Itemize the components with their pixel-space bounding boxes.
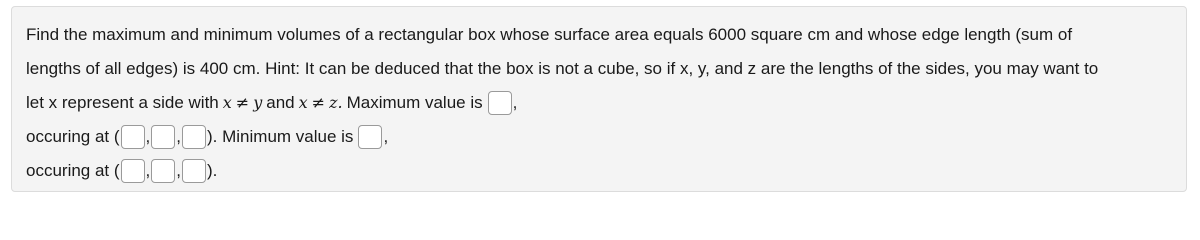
math-x: x xyxy=(298,93,308,112)
minimum-label: ). Minimum value is xyxy=(207,127,354,146)
min-z-input[interactable] xyxy=(182,159,206,183)
problem-text-3: let x represent a side with xyxy=(26,93,219,112)
problem-text-2: lengths of all edges) is 400 cm. Hint: It can be deduced that the box is not a cube, so if x, y, and z are the lengths of the sides, you may want to xyxy=(26,59,1099,78)
minimum-value-input[interactable] xyxy=(358,125,382,149)
max-y-input[interactable] xyxy=(151,125,175,149)
not-equal-symbol: ≠ xyxy=(235,93,250,112)
question-card xyxy=(11,6,1187,192)
problem-line-4 xyxy=(26,120,1172,154)
comma: , xyxy=(145,127,151,146)
closing-paren: ). xyxy=(207,161,218,180)
max-z-input[interactable] xyxy=(182,125,206,149)
min-x-input[interactable] xyxy=(121,159,145,183)
math-z: z. xyxy=(329,93,343,112)
comma: , xyxy=(512,93,518,112)
occurring-label: occuring at ( xyxy=(26,127,120,146)
problem-line-1 xyxy=(26,18,1172,52)
problem-line-5 xyxy=(26,154,1172,188)
math-y: y xyxy=(253,93,263,112)
comma: , xyxy=(383,127,389,146)
and-text: and xyxy=(266,93,295,112)
problem-line-2 xyxy=(26,52,1172,86)
problem-line-3 xyxy=(26,86,1172,120)
min-y-input[interactable] xyxy=(151,159,175,183)
maximum-label: Maximum value is xyxy=(346,93,483,112)
comma: , xyxy=(145,161,151,180)
not-equal-symbol: ≠ xyxy=(311,93,326,112)
max-x-input[interactable] xyxy=(121,125,145,149)
problem-text-1: Find the maximum and minimum volumes of a rectangular box whose surface area equals 6000 square cm and whose edge length (sum of xyxy=(26,25,1073,44)
occurring-label: occuring at ( xyxy=(26,161,120,180)
comma: , xyxy=(176,127,182,146)
math-x: x xyxy=(222,93,232,112)
maximum-value-input[interactable] xyxy=(488,91,512,115)
comma: , xyxy=(176,161,182,180)
